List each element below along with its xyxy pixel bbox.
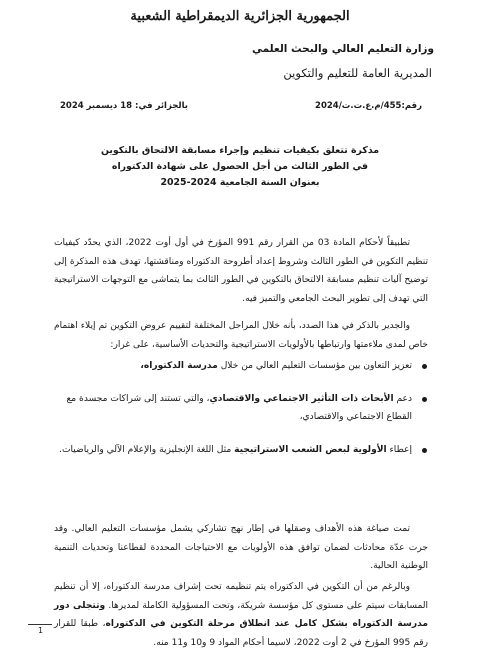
paragraph-1: تطبيقاً لأحكام المادة 03 من القرار رقم 991 المؤرخ في أول أوت 2022، الذي يحدّد كيفيات تنظيم التكوين في الطور الثالث وشروط إعداد أطروحة الدكتوراه ومناقشتها، تهدف هذه المذكرة إلى توضيح آليات تنظيم مسابقة الالتحاق بالتكوين في الطور الثالث بما يتماشى مع التوجهات الاستراتيجية التي تهدف إلى تطوير البحث الجامعي والتميز فيه. [54, 238, 428, 304]
paragraph-4-emphasis: وتتجلى دور مدرسة الدكتوراه بشكل كامل عند انطلاق مرحلة التكوين في الدكتوراه [54, 600, 428, 629]
bullet-text: دعم [393, 393, 412, 404]
bullet-text: إعطاء [386, 444, 412, 455]
paragraph-4 [54, 578, 428, 652]
direction-name: المديرية العامة للتعليم والتكوين [283, 66, 432, 80]
bullet-icon [422, 364, 427, 369]
paragraph-2: والجدير بالذكر في هذا الصدد، بأنه خلال المراحل المختلفة لتقييم عروض التكوين تم إيلاء اهتمام خاص لمدى ملاءمتها وارتباطها بالأولويات الاستراتيجية والتحديات الأساسية، على غرار: [54, 321, 428, 350]
title-line: مذكرة تتعلق بكيفيات تنظيم وإجراء مسابقة الالتحاق بالتكوين [100, 145, 380, 156]
paragraph-4-text: ، طبقا للقرار رقم 995 المؤرخ في 2 أوت 2022، لاسيما أحكام المواد 9 و10 و11 منه. [54, 619, 428, 648]
list-item [54, 441, 428, 460]
title-line: في الطور الثالث من أجل الحصول على شهادة الدكتوراه [111, 161, 369, 172]
ministry-name: وزارة التعليم العالي والبحث العلمي [251, 43, 434, 55]
bullet-text: ، والتي تستند إلى شراكات مجسدة مع القطاع الاجتماعي والاقتصادي، [66, 393, 412, 422]
bullet-text: مثل اللغة الإنجليزية والإعلام الآلي والرياضيات. [59, 444, 235, 455]
bullet-list [54, 357, 428, 473]
footer-divider [28, 624, 52, 625]
paragraph-3: تمت صياغة هذه الأهداف وصقلها في إطار نهج تشاركي يشمل مؤسسات التعليم العالي. وقد جرت عدّة محادثات لضمان توافق هذه الأولويات مع الاحتياجات المحددة لقطاعنا وتحديات التنمية الوطنية الحالية. [54, 524, 428, 571]
place-date: بالجزائر في: 18 ديسمبر 2024 [60, 101, 188, 111]
reference-number: رقم:455/م.ع.ت.ت/2024 [315, 101, 422, 111]
republic-heading: الجمهورية الجزائرية الديمقراطية الشعبية [130, 9, 350, 24]
bullet-text: تعزيز التعاون بين مؤسسات التعليم العالي من خلال [217, 361, 412, 371]
bullet-emphasis: مدرسة الدكتوراه، [140, 361, 218, 371]
bullet-icon [422, 448, 427, 453]
bullet-icon [422, 397, 427, 402]
page-number: 1 [38, 626, 44, 635]
title-line: بعنوان السنة الجامعية 2024-2025 [160, 177, 320, 188]
list-item [54, 357, 428, 376]
memo-title [60, 143, 420, 191]
bullet-emphasis: الأولوية لبعض الشعب الاستراتيجية [234, 444, 387, 455]
paragraph-4-text: وبالرغم من أن التكوين في الدكتوراه يتم تنظيمه تحت إشراف مدرسة الدكتوراه، إلا أن تنظيم المسابقات سيتم على مستوى كل مؤسسة شريكة، وتحت المسؤولية الكاملة لمديرها. [54, 582, 428, 611]
list-item [54, 390, 428, 427]
reference-line [60, 101, 422, 115]
bullet-emphasis: الأبحاث ذات التأثير الاجتماعي والاقتصادي [209, 393, 394, 404]
